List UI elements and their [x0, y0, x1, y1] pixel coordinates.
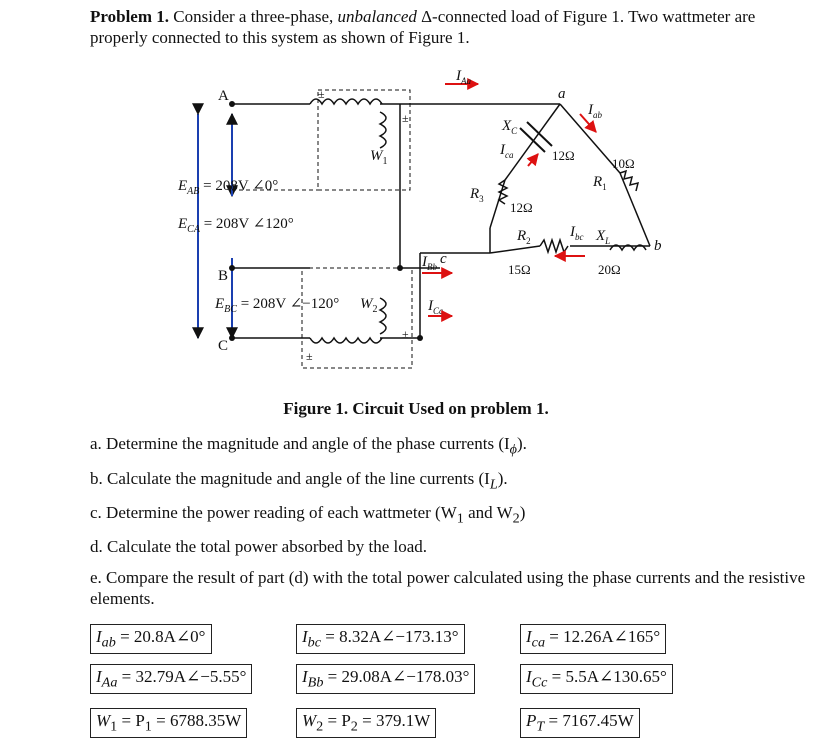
- r2-value: 15Ω: [508, 262, 531, 277]
- icc-label: $I_{Cc}$: [428, 298, 443, 316]
- answer-icc: $I_{Cc}$ = 5.5A∠130.65°: [520, 664, 673, 694]
- r2-label: $R_2$: [517, 228, 531, 246]
- xl-value: 20Ω: [598, 262, 621, 277]
- problem-emphasis: unbalanced: [337, 7, 417, 26]
- xc-value: 12Ω: [552, 148, 575, 163]
- xl-label: $X_L$: [596, 228, 611, 246]
- ibc-label: $I_{bc}$: [570, 224, 584, 242]
- ibb-label: $I_{Bb}$: [422, 254, 437, 272]
- problem-text-1: Consider a three-phase,: [173, 7, 338, 26]
- problem-separator: .: [164, 7, 174, 26]
- iaa-label: $I_{Aa}$: [456, 68, 471, 86]
- r1-label: $R_1$: [593, 174, 607, 192]
- circuit-diagram: [160, 68, 720, 398]
- w2-voltage-polarity: ±: [402, 327, 409, 341]
- ica-label: $I_{ca}$: [500, 142, 514, 160]
- w2-label: $W_2$: [360, 296, 378, 315]
- w1-label: $W_1$: [370, 148, 388, 167]
- problem-label: Problem 1: [90, 7, 165, 26]
- r3-label: $R_3$: [470, 186, 484, 204]
- answer-pt: $P_T = 7167.45W$: [520, 708, 640, 738]
- question-a: a. Determine the magnitude and angle of the phase currents $(I_\phi)$.: [90, 434, 527, 458]
- answer-ica: $I_{ca}$ = 12.26A∠165°: [520, 624, 666, 654]
- node-a: a: [558, 86, 566, 102]
- problem-statement: [90, 6, 810, 48]
- answer-iab: $I_{ab}$ = 20.8A∠0°: [90, 624, 212, 654]
- question-e: e. Compare the result of part (d) with the total power calculated using the phase currents and the resistive elements.: [90, 568, 806, 608]
- node-A: A: [218, 88, 229, 104]
- w1-current-polarity: ±: [318, 87, 325, 101]
- ebc-label: $E_{BC} = 208V$ ∠−120°: [215, 296, 340, 315]
- answer-iaa: $I_{Aa}$ = 32.79A∠−5.55°: [90, 664, 252, 694]
- eca-label: $E_{CA} = 208V$ ∠120°: [178, 216, 294, 235]
- node-C: C: [218, 338, 229, 354]
- question-c: c. Determine the power reading of each wattmeter ($W_1$ and $W_2$): [90, 503, 526, 527]
- answer-ibc: $I_{bc}$ = 8.32A∠−173.13°: [296, 624, 465, 654]
- figure-caption: Figure 1. Circuit Used on problem 1.: [283, 399, 549, 418]
- answer-ibb: $I_{Bb}$ = 29.08A∠−178.03°: [296, 664, 475, 694]
- xc-label: $X_C$: [502, 118, 518, 136]
- node-b: b: [654, 238, 662, 254]
- question-b: b. Calculate the magnitude and angle of the line currents $(I_L)$.: [90, 469, 508, 493]
- iab-label: $I_{ab}$: [588, 102, 602, 120]
- problem-text-2: Δ-connected load of Figure 1. Two wattmeter are properly connected to this system as shown of Figure 1.: [90, 7, 756, 47]
- w1-voltage-polarity: ±: [402, 111, 409, 125]
- question-d: d. Calculate the total power absorbed by the load.: [90, 537, 428, 556]
- eab-label: $E_{AB} = 208V$ ∠0°: [178, 178, 279, 197]
- answer-w1: $W_1 = P_1 = 6788.35W$: [90, 708, 247, 738]
- r3-value: 12Ω: [510, 200, 533, 215]
- r1-value: 10Ω: [612, 156, 635, 171]
- node-c: c: [440, 251, 447, 267]
- answer-w2: $W_2 = P_2 = 379.1W$: [296, 708, 436, 738]
- w2-current-polarity: ±: [306, 349, 313, 363]
- node-B: B: [218, 268, 229, 284]
